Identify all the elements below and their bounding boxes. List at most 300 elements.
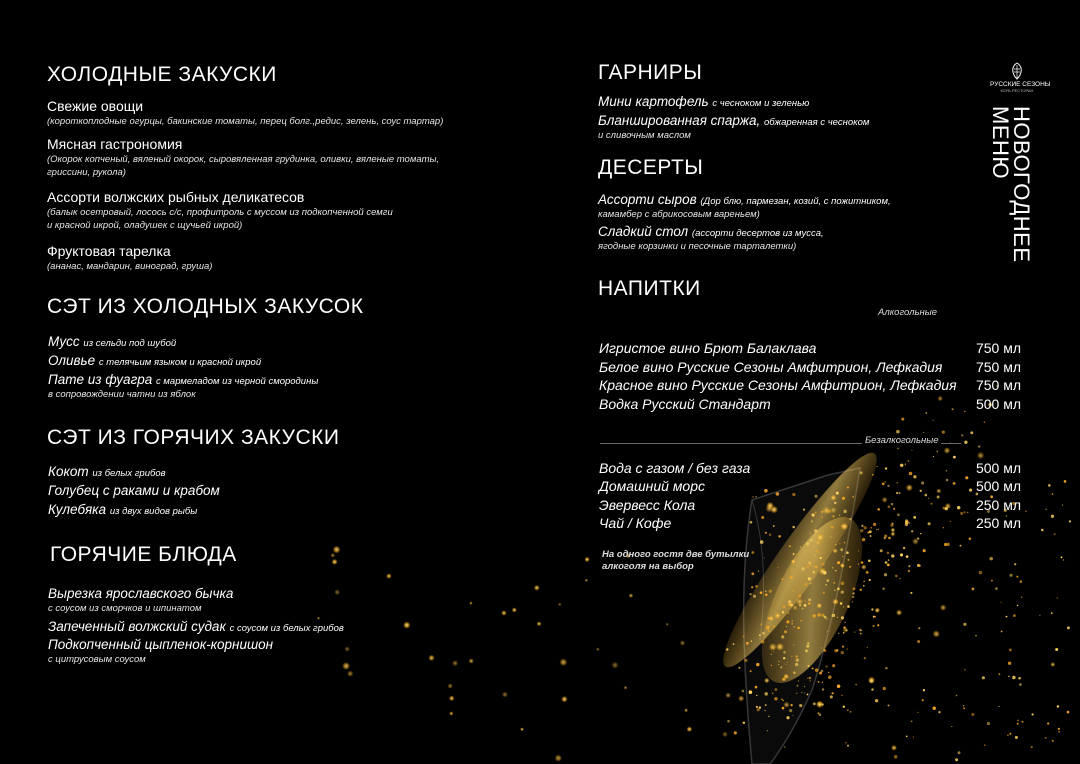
menu-item-desc: из сельди под шубой <box>83 338 177 349</box>
sparkle <box>832 664 835 667</box>
sparkle <box>1001 631 1003 633</box>
drink-name: Эвервесс Кола <box>599 497 696 513</box>
sparkle <box>764 692 768 696</box>
menu-item-desc: в сопровождении чатни из яблок <box>48 389 196 400</box>
sparkle <box>821 516 823 518</box>
sparkle <box>772 647 774 649</box>
sparkle <box>751 572 754 575</box>
sparkle <box>815 566 817 568</box>
sparkle <box>828 510 831 513</box>
sparkle <box>751 641 752 642</box>
sparkle <box>877 466 878 467</box>
sparkle <box>762 632 765 635</box>
sparkle <box>803 508 805 510</box>
sparkle <box>776 492 780 496</box>
sparkle <box>1047 722 1049 724</box>
sparkle <box>847 709 849 711</box>
sparkle <box>687 726 693 732</box>
sparkle <box>917 712 918 713</box>
sparkle <box>870 535 872 537</box>
sparkle <box>1058 728 1060 730</box>
sparkle <box>861 564 867 570</box>
sparkle <box>978 445 980 447</box>
menu-item-desc: (ассорти десертов из мусса, <box>691 228 824 239</box>
sparkle <box>932 706 935 709</box>
sparkle <box>830 695 833 698</box>
drink-volume: 750 мл <box>975 340 1021 356</box>
sparkle <box>982 676 985 679</box>
sparkle <box>797 627 800 630</box>
sparkle <box>804 600 806 602</box>
sparkle <box>796 693 797 694</box>
sparkle <box>877 508 880 511</box>
sparkle <box>834 502 836 504</box>
sparkle <box>843 606 844 607</box>
sparkle <box>891 554 894 557</box>
sparkle <box>956 695 958 697</box>
sparkle <box>863 526 866 529</box>
sparkle <box>534 585 540 591</box>
drink-volume: 750 мл <box>975 377 1021 393</box>
sparkle <box>810 583 811 584</box>
sparkle <box>872 474 874 476</box>
section-title-cold-set: СЭТ ИЗ ХОЛОДНЫХ ЗАКУСОК <box>47 295 364 318</box>
sparkle <box>884 537 886 539</box>
sparkle <box>905 464 906 465</box>
sparkle <box>1013 614 1016 617</box>
sparkle <box>1031 746 1033 748</box>
sparkle <box>1051 612 1053 614</box>
sparkle <box>765 590 767 592</box>
sparkle <box>1012 676 1016 680</box>
sparkle <box>792 493 795 496</box>
sparkle <box>891 745 897 751</box>
sparkle <box>936 488 941 493</box>
sparkle <box>512 607 517 612</box>
sparkle <box>1015 736 1018 739</box>
sparkle <box>946 479 949 482</box>
sparkle <box>937 396 942 401</box>
sparkle <box>783 700 784 701</box>
sparkle <box>817 613 821 617</box>
menu-item-name: Фруктовая тарелка <box>47 243 171 259</box>
sparkle <box>792 620 793 621</box>
sparkle <box>789 545 791 547</box>
sparkle <box>874 616 876 618</box>
menu-item-desc: (Дор блю, пармезан, козий, с пожитником, <box>700 196 891 207</box>
sparkle <box>837 561 840 564</box>
sparkle <box>877 624 879 626</box>
sparkle <box>1041 529 1044 532</box>
sparkle <box>819 672 822 675</box>
sparkle <box>1069 520 1071 522</box>
menu-item-desc: с цитрусовым соусом <box>48 654 146 665</box>
menu-item-desc: с соусом из белых грибов <box>229 623 344 634</box>
menu-item-name: Пате из фуагра <box>48 372 153 387</box>
sparkle <box>800 546 801 547</box>
sparkle <box>823 571 827 575</box>
sparkle <box>831 526 834 529</box>
menu-item-name: Вырезка ярославского бычка <box>48 586 234 601</box>
menu-item-desc: (ананас, мандарин, виноград, груша) <box>47 261 213 272</box>
sparkle <box>816 533 824 541</box>
sparkle <box>937 496 940 499</box>
sparkle <box>809 564 811 566</box>
sparkle <box>895 575 898 578</box>
sparkle <box>1045 737 1047 739</box>
sparkle <box>758 570 759 571</box>
sparkle <box>871 608 873 610</box>
sparkle <box>1010 574 1013 577</box>
sparkle <box>784 630 787 633</box>
sparkle <box>1001 602 1002 603</box>
sparkle <box>827 631 828 632</box>
sparkle <box>964 669 965 670</box>
sparkle <box>761 640 764 643</box>
sparkle <box>790 576 793 579</box>
sparkle <box>905 519 908 522</box>
sparkle <box>756 663 759 666</box>
drink-volume: 500 мл <box>975 460 1021 476</box>
sparkle <box>979 571 982 574</box>
sparkle <box>555 754 562 761</box>
sparkle <box>816 551 818 553</box>
sparkle <box>882 483 885 486</box>
sparkle <box>841 590 844 593</box>
sparkle <box>759 634 761 636</box>
sparkle <box>452 660 458 666</box>
sparkle <box>822 511 824 513</box>
sparkle <box>871 688 874 691</box>
sparkle <box>887 564 890 567</box>
drink-name: Белое вино Русские Сезоны Амфитрион, Лефкадия <box>599 359 943 375</box>
sparkle <box>814 529 817 532</box>
menu-item-name: Сладкий стол <box>598 224 689 239</box>
sparkle <box>801 692 802 693</box>
sparkle <box>909 472 913 476</box>
sparkle <box>873 523 876 526</box>
sparkle <box>813 702 816 705</box>
sparkle <box>834 590 836 592</box>
menu-item-desc: ягодные корзинки и песочные тарталетки) <box>598 241 797 252</box>
sparkle <box>807 642 809 644</box>
sparkle <box>815 512 817 514</box>
sparkle <box>933 630 940 637</box>
sparkle <box>799 704 802 707</box>
drink-volume: 250 мл <box>975 497 1021 513</box>
sparkle <box>537 621 542 626</box>
sparkle <box>908 522 910 524</box>
sparkle <box>330 553 335 558</box>
sparkle <box>840 548 843 551</box>
sparkle <box>942 430 945 433</box>
sparkle <box>782 611 784 613</box>
sparkle <box>1058 731 1060 733</box>
sparkle <box>830 495 836 501</box>
sparkle <box>971 587 974 590</box>
menu-item <box>48 618 344 638</box>
sparkle <box>768 630 770 632</box>
sparkle <box>1054 533 1056 535</box>
sparkle <box>805 649 808 652</box>
sparkle <box>853 587 856 590</box>
sparkle <box>923 549 926 552</box>
sparkle <box>958 751 961 754</box>
sparkle <box>1016 576 1018 578</box>
menu-item <box>48 333 176 353</box>
sparkle <box>936 451 938 453</box>
sparkle <box>791 623 793 625</box>
sparkle <box>743 635 745 637</box>
sparkle <box>841 582 845 586</box>
sparkle <box>793 626 795 628</box>
sparkle <box>782 678 785 681</box>
sparkle <box>989 557 993 561</box>
sparkle <box>808 602 811 605</box>
menu-item-name: Свежие овощи <box>47 98 144 114</box>
sparkle <box>843 510 846 513</box>
menu-item <box>48 482 220 500</box>
sparkle <box>828 672 829 673</box>
sparkle <box>1006 616 1008 618</box>
sparkle <box>788 600 791 603</box>
sparkle <box>861 525 863 527</box>
sparkle <box>858 550 859 551</box>
sparkle <box>870 679 873 682</box>
sparkle <box>1048 484 1051 487</box>
sparkle <box>773 625 775 627</box>
sparkle <box>913 475 916 478</box>
sparkle <box>749 690 753 694</box>
sparkle <box>795 663 798 666</box>
sparkle <box>920 533 922 535</box>
sparkle <box>809 532 811 534</box>
sparkle <box>811 513 814 516</box>
sparkle <box>808 665 810 667</box>
sparkle <box>1052 493 1054 495</box>
sparkle <box>844 622 845 623</box>
sparkle <box>860 630 861 631</box>
sparkle <box>836 492 839 495</box>
sparkle <box>774 697 777 700</box>
sparkle <box>808 598 811 601</box>
sparkle <box>933 456 934 457</box>
sparkle <box>808 562 811 565</box>
sparkle <box>917 640 920 643</box>
sparkle <box>911 450 912 451</box>
menu-item-name: Бланшированная спаржа, <box>598 113 761 128</box>
sparkle <box>738 667 740 669</box>
sparkle <box>469 658 474 663</box>
sparkle <box>917 538 919 540</box>
menu-item-name: Оливье <box>48 353 96 368</box>
sparkle <box>841 523 848 530</box>
sparkle <box>760 591 763 594</box>
sparkle <box>810 539 813 542</box>
sparkle <box>833 582 835 584</box>
sparkle <box>890 524 893 527</box>
sparkle <box>819 713 822 716</box>
sparkle <box>999 673 1001 675</box>
sparkle <box>835 570 837 572</box>
sparkle <box>834 649 837 652</box>
sparkle <box>449 696 455 702</box>
sparkle <box>768 616 773 621</box>
sparkle <box>984 421 985 422</box>
sparkle <box>624 686 628 690</box>
sparkle <box>908 565 910 567</box>
sparkle <box>804 583 807 586</box>
sparkle <box>809 677 812 680</box>
sparkle <box>837 588 840 591</box>
sparkle <box>804 686 805 687</box>
sparkle <box>666 623 669 626</box>
sparkle <box>1025 511 1026 512</box>
sparkle <box>964 441 967 444</box>
sparkle <box>764 557 765 558</box>
sparkle <box>922 699 924 701</box>
sparkle <box>814 495 817 498</box>
sparkle <box>1057 597 1058 598</box>
sparkle <box>888 537 891 540</box>
sparkle <box>897 513 900 516</box>
sparkle <box>963 705 964 706</box>
sparkle <box>860 529 863 532</box>
sparkle <box>900 464 903 467</box>
sparkle <box>924 494 927 497</box>
sparkle <box>332 559 338 565</box>
sparkle <box>918 627 920 629</box>
drink-name: Чай / Кофе <box>599 515 672 531</box>
drink-volume: 500 мл <box>975 478 1021 494</box>
sparkle <box>808 577 811 580</box>
sparkle <box>764 678 769 683</box>
drink-name: Игристое вино Брют Балаклава <box>599 340 817 356</box>
sparkle <box>769 590 772 593</box>
sparkle <box>755 585 758 588</box>
sparkle <box>1008 676 1009 677</box>
sparkle <box>880 549 883 552</box>
sparkle <box>765 704 767 706</box>
sparkle <box>817 603 823 609</box>
sparkle <box>896 430 900 434</box>
menu-item-desc: с мармеладом из черной смородины <box>156 376 319 387</box>
sparkle <box>752 496 754 498</box>
sparkle <box>888 559 889 560</box>
sparkle <box>793 671 796 674</box>
sparkle <box>882 588 884 590</box>
sparkle <box>1021 596 1022 597</box>
menu-item <box>598 112 869 132</box>
section-title-cold-appetizers: ХОЛОДНЫЕ ЗАКУСКИ <box>47 63 277 86</box>
sparkle <box>945 507 948 510</box>
sparkle <box>852 592 854 594</box>
menu-item-name: Голубец с раками и крабом <box>48 483 220 498</box>
drink-name: Домашний морс <box>599 478 705 494</box>
sparkle <box>1045 509 1047 511</box>
menu-item-name: Подкопченный цыпленок-корнишон <box>48 637 274 652</box>
sparkle <box>870 527 872 529</box>
sparkle <box>785 664 786 665</box>
sparkle <box>842 645 844 647</box>
sparkle <box>820 647 821 648</box>
sparkle <box>1018 677 1021 680</box>
sparkle <box>876 529 877 530</box>
sparkle <box>449 711 453 715</box>
sparkle <box>961 434 963 436</box>
sparkle <box>756 695 757 696</box>
sparkle <box>1008 662 1011 665</box>
sparkle <box>849 566 851 568</box>
sparkle <box>830 507 836 513</box>
sparkle <box>918 565 920 567</box>
sparkle <box>782 605 785 608</box>
section-title-sides: ГАРНИРЫ <box>598 61 703 84</box>
drink-volume: 750 мл <box>975 359 1021 375</box>
sparkle <box>759 706 761 708</box>
sparkle <box>899 578 900 579</box>
menu-item <box>48 463 166 483</box>
sparkle <box>838 633 839 634</box>
sparkle <box>428 655 434 661</box>
sparkle <box>783 702 789 708</box>
sparkle <box>847 648 848 649</box>
menu-item <box>598 93 809 113</box>
sparkle <box>846 551 849 554</box>
sparkle <box>953 482 956 485</box>
sparkle <box>859 589 861 591</box>
sparkle <box>910 487 911 488</box>
sparkle <box>868 560 871 563</box>
sparkle <box>832 567 833 568</box>
sparkle <box>847 486 849 488</box>
sparkle <box>883 687 887 691</box>
sparkle <box>969 537 972 540</box>
sparkle <box>813 614 816 617</box>
sparkle <box>1019 683 1022 686</box>
menu-item-desc: (балык осетровый, лосось с/с, профитроль с муссом из подкопченной семги <box>47 207 393 218</box>
sparkle <box>885 667 887 669</box>
sparkle <box>807 565 809 567</box>
sparkle <box>585 579 588 582</box>
sparkle <box>795 655 797 657</box>
sparkle <box>772 692 774 694</box>
menu-item-name: Мусс <box>48 334 80 349</box>
sparkle <box>837 685 841 689</box>
sparkle <box>347 670 353 676</box>
sparkle <box>906 484 913 491</box>
sparkle <box>722 731 728 737</box>
sparkle <box>842 556 843 557</box>
sparkle <box>875 699 878 702</box>
menu-item-desc: из двух видов рыбы <box>109 506 198 517</box>
sparkle <box>811 520 813 522</box>
sparkle <box>800 620 802 622</box>
sparkle <box>998 706 999 707</box>
sparkle <box>773 651 774 652</box>
sparkle <box>896 482 898 484</box>
menu-title: НОВОГОДНЕЕ МЕНЮ <box>988 106 1034 263</box>
sparkle <box>798 594 801 597</box>
sparkle <box>906 555 909 558</box>
sparkle <box>897 448 899 450</box>
sparkle <box>560 658 568 666</box>
menu-item-desc: с соусом из сморчков и шпинатом <box>48 603 202 614</box>
sparkle <box>984 744 986 746</box>
sparkle <box>896 610 902 616</box>
sparkle <box>821 614 824 617</box>
sparkle <box>1014 563 1016 565</box>
